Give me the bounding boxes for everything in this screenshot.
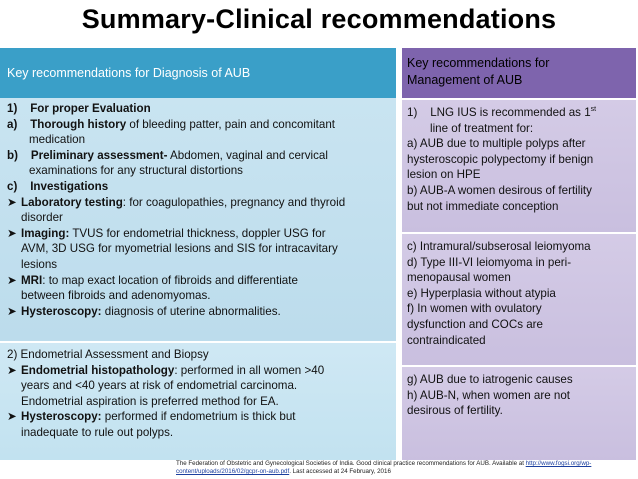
- arrow-bullet-icon: ➤: [7, 363, 17, 377]
- box3-line-2: h) AUB-N, when women are not: [407, 388, 571, 402]
- lng-ius-number: 1): [407, 106, 418, 119]
- lab-title: Laboratory testing: [21, 195, 123, 209]
- box1-line-7: but not immediate conception: [407, 199, 559, 213]
- page-title: Summary-Clinical recommendations: [81, 4, 557, 34]
- management-box-2: [402, 234, 636, 365]
- box2-line-7: contraindicated: [407, 333, 486, 347]
- box1-line-5: lesion on HPE: [407, 168, 481, 182]
- imaging-cont-1: AVM, 3D USG for myometrial lesions and SIS for intracavitary: [21, 242, 338, 256]
- item-b-cont: examinations for any structural distortions: [29, 164, 243, 178]
- mri: [7, 273, 386, 289]
- diagnosis-header: Key recommendations for Diagnosis of AUB: [0, 48, 396, 98]
- item-c-number: c): [7, 179, 18, 193]
- mri-cont: between fibroids and adenomyomas.: [21, 289, 211, 303]
- item-a-number: a): [7, 117, 18, 131]
- box3-line-3: desirous of fertility.: [407, 404, 503, 418]
- management-header-line-2: Management of AUB: [407, 73, 523, 87]
- item-b: [7, 148, 386, 164]
- imaging-text: TVUS for endometrial thickness, doppler USG for: [69, 226, 326, 240]
- imaging-cont-2: lesions: [21, 257, 58, 271]
- arrow-bullet-icon: ➤: [7, 195, 17, 209]
- arrow-bullet-icon: ➤: [7, 410, 17, 424]
- item-c-title: Investigations: [30, 179, 109, 193]
- lng-ius-line: [407, 105, 630, 121]
- hyst-title: Hysteroscopy:: [21, 304, 102, 318]
- item-c: [7, 179, 386, 195]
- box2-line-1: c) Intramural/subserosal leiomyoma: [407, 240, 591, 253]
- item-1-title: For proper Evaluation: [30, 102, 151, 115]
- mri-title: MRI: [21, 273, 43, 287]
- box1-line-2: line of treatment for:: [430, 121, 534, 135]
- lab-cont: disorder: [21, 211, 63, 225]
- box2-line-5: f) In women with ovulatory: [407, 302, 542, 316]
- imaging-title: Imaging:: [21, 226, 70, 240]
- biopsy-hyst-cont: inadequate to rule out polyps.: [21, 425, 174, 439]
- management-header: [402, 48, 636, 98]
- box1-line-6: b) AUB-A women desirous of fertility: [407, 183, 592, 197]
- footnote-accessed: . Last accessed at 24 February, 2016: [289, 468, 391, 475]
- lng-ius-text: LNG IUS is recommended as 1: [430, 106, 591, 119]
- hyst-text: diagnosis of uterine abnormalities.: [101, 304, 281, 318]
- histo-title: Endometrial histopathology: [21, 363, 175, 377]
- lab-text: : for coagulopathies, pregnancy and thyroid: [122, 195, 346, 209]
- footnote-text: The Federation of Obstetric and Gynecological Societies of India. Good clinical practice recommendations for AUB. Available at: [176, 460, 526, 467]
- item-b-number: b): [7, 148, 18, 162]
- management-box-1: [402, 100, 636, 232]
- biopsy-body: [0, 343, 396, 460]
- reference-footnote: [176, 460, 636, 476]
- lng-ius-sup: st: [590, 106, 597, 113]
- histo-text: : performed in all women >40: [174, 363, 325, 377]
- hysteroscopy: [7, 304, 386, 320]
- item-b-title: Preliminary assessment-: [30, 148, 168, 162]
- item-1: [7, 101, 386, 117]
- box2-line-3: menopausal women: [407, 271, 511, 285]
- arrow-bullet-icon: ➤: [7, 304, 17, 318]
- imaging: [7, 226, 386, 242]
- biopsy-hysteroscopy: [7, 409, 386, 425]
- box2-line-6: dysfunction and COCs are: [407, 317, 543, 331]
- management-box-3: [402, 367, 636, 460]
- item-a-cont: medication: [29, 133, 86, 147]
- box2-line-4: e) Hyperplasia without atypia: [407, 286, 556, 300]
- box3-line-1: g) AUB due to iatrogenic causes: [407, 373, 573, 386]
- biopsy-heading: 2) Endometrial Assessment and Biopsy: [7, 348, 209, 361]
- arrow-bullet-icon: ➤: [7, 273, 17, 287]
- lab-testing: [7, 195, 386, 211]
- item-b-text: Abdomen, vaginal and cervical: [167, 148, 328, 162]
- footnote-link-2[interactable]: content/uploads/2016/02/gcpr-on-aub.pdf: [176, 468, 290, 475]
- management-header-line-1: Key recommendations for: [407, 56, 550, 70]
- box1-line-4: hysteroscopic polypectomy if benign: [407, 152, 594, 166]
- biopsy-hyst-text: performed if endometrium is thick but: [101, 410, 296, 424]
- histopathology: [7, 363, 386, 379]
- histo-cont-1: years and <40 years at risk of endometrial carcinoma.: [21, 379, 298, 393]
- box1-line-3: a) AUB due to multiple polyps after: [407, 137, 586, 151]
- biopsy-hyst-title: Hysteroscopy:: [21, 410, 102, 424]
- mri-text: : to map exact location of fibroids and differentiate: [42, 273, 298, 287]
- item-a-text: of bleeding patter, pain and concomitant: [126, 117, 336, 131]
- item-a: [7, 117, 386, 133]
- box2-line-2: d) Type III-VI leiomyoma in peri-: [407, 255, 572, 269]
- arrow-bullet-icon: ➤: [7, 226, 17, 240]
- item-a-title: Thorough history: [30, 117, 127, 131]
- footnote-link-1[interactable]: http://www.fogsi.org/wp-: [525, 460, 592, 467]
- diagnosis-body: [0, 98, 396, 341]
- item-1-number: 1): [7, 102, 18, 115]
- histo-cont-2: Endometrial aspiration is preferred method for EA.: [21, 394, 279, 408]
